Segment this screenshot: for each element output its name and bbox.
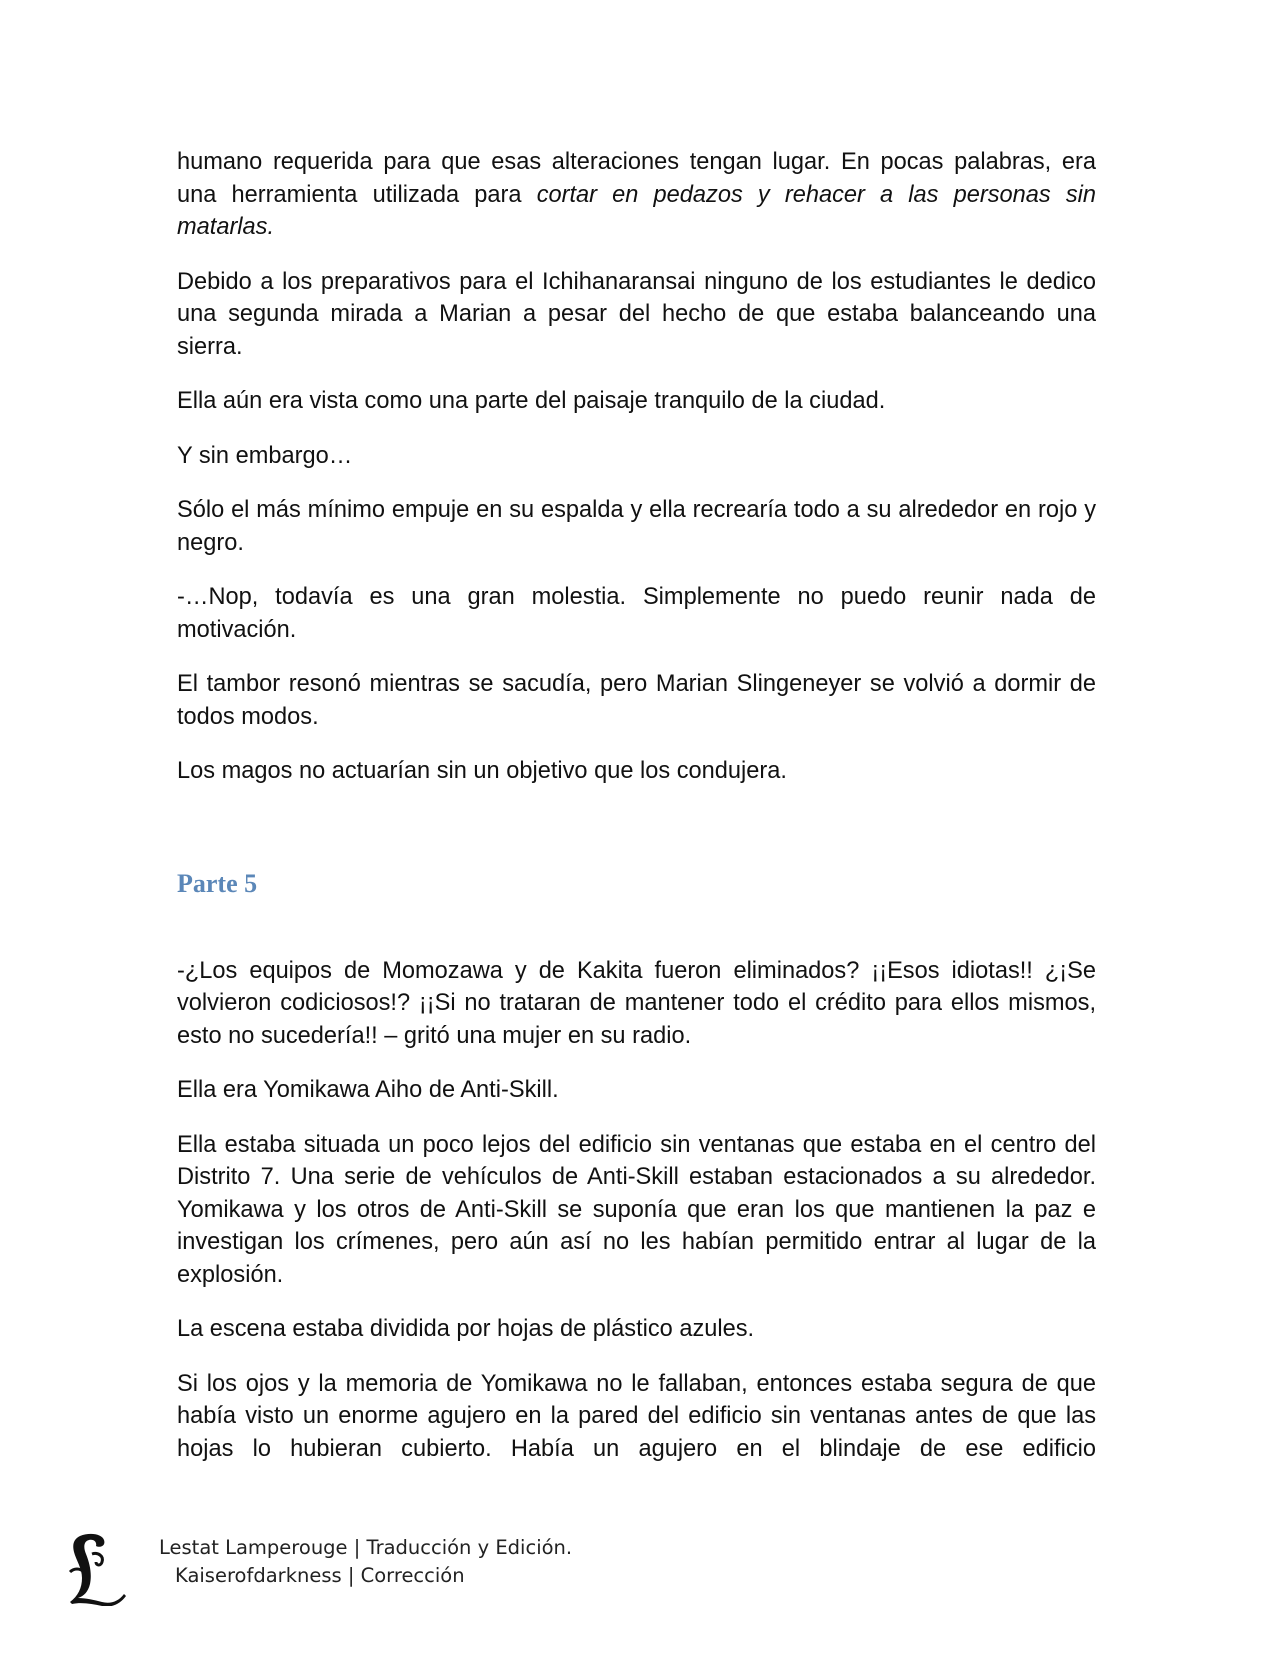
- section-heading: Parte 5: [177, 868, 258, 898]
- page-footer: [66, 1532, 666, 1612]
- credit-translation: Lestat Lamperouge | Traducción y Edición.: [159, 1536, 573, 1559]
- paragraph-4: Y sin embargo…: [177, 442, 353, 469]
- paragraph-6: -…Nop, todavía es una gran molestia. Simplemente no puedo reunir nada de motivación.: [177, 584, 1096, 643]
- gothic-l-logo-icon: [66, 1532, 128, 1606]
- paragraph-5: Sólo el más mínimo empuje en su espalda y ella recrearía todo a su alrededor en rojo y negro.: [177, 497, 1096, 556]
- paragraph-1: [177, 146, 1096, 244]
- paragraph-10: Ella era Yomikawa Aiho de Anti-Skill.: [177, 1077, 559, 1103]
- credit-correction: Kaiserofdarkness | Corrección: [175, 1564, 465, 1587]
- document-body: [177, 146, 1096, 1487]
- footer-credits: [159, 1534, 572, 1590]
- paragraph-13: Si los ojos y la memoria de Yomikawa no le fallaban, entonces estaba segura de que había visto un enorme agujero en la pared del edificio sin ventanas antes de que las hojas lo hubieran cubierto. Había un agujero en el blindaje de ese edificio: [177, 1370, 1096, 1462]
- paragraph-1-text: humano requerida para que esas alteraciones tengan lugar. En pocas palabras, era una herramienta utilizada para: [177, 149, 1096, 208]
- paragraph-1-italic-text: cortar en pedazos y rehacer a las personas sin matarlas.: [177, 181, 1096, 240]
- paragraph-9: -¿Los equipos de Momozawa y de Kakita fueron eliminados? ¡¡Esos idiotas!! ¿¡Se volvieron codiciosos!? ¡¡Si no trataran de mantener todo el crédito para ellos mismos, esto no sucedería!! – gritó una mujer en su radio.: [177, 957, 1096, 1049]
- paragraph-12: La escena estaba dividida por hojas de plástico azules.: [177, 1316, 755, 1342]
- paragraph-3: Ella aún era vista como una parte del paisaje tranquilo de la ciudad.: [177, 388, 886, 414]
- paragraph-11: Ella estaba situada un poco lejos del edificio sin ventanas que estaba en el centro del Distrito 7. Una serie de vehículos de Anti-Skill estaban estacionados a su alrededor. Yomikawa y los otros de Anti-Skill se suponía que eran los que mantienen la paz e investigan los crímenes, pero aún así no les habían permitido entrar al lugar de la explosión.: [177, 1131, 1096, 1288]
- paragraph-7: El tambor resonó mientras se sacudía, pero Marian Slingeneyer se volvió a dormir de todos modos.: [177, 671, 1096, 730]
- paragraph-2: Debido a los preparativos para el Ichihanaransai ninguno de los estudiantes le dedico una segunda mirada a Marian a pesar del hecho de que estaba balanceando una sierra.: [177, 268, 1096, 360]
- paragraph-8: Los magos no actuarían sin un objetivo que los condujera.: [177, 758, 787, 784]
